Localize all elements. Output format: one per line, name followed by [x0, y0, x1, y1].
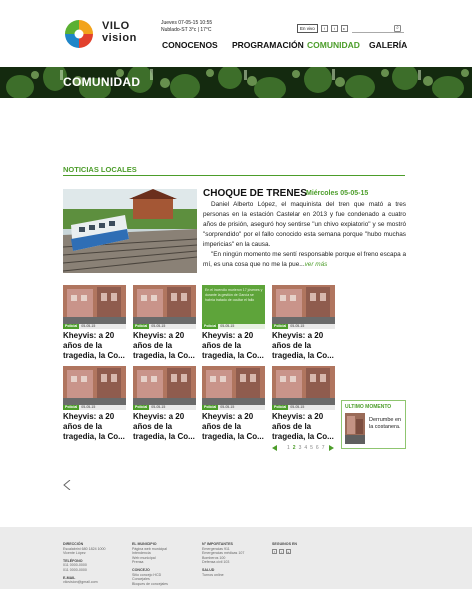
news-card-date: 05-05-15 — [290, 324, 305, 328]
news-card-image[interactable] — [202, 285, 265, 329]
page-3[interactable]: 3 — [298, 445, 302, 451]
ultimo-momento-text[interactable]: Derrumbe en la costanera. — [369, 417, 402, 430]
banner-title: COMUNIDAD — [63, 75, 141, 89]
logo-line-1: VILO — [102, 20, 130, 32]
footer-heading: N° IMPORTANTES — [202, 542, 233, 546]
top-tools — [297, 24, 348, 33]
news-card-tag — [133, 324, 196, 329]
footer-text: Bomberos 100 — [202, 555, 226, 560]
footer-text: Defensa civil 103 — [202, 560, 230, 565]
back-arrow-icon[interactable] — [63, 480, 71, 490]
featured-body — [203, 200, 406, 270]
footer-social — [272, 542, 297, 554]
category-badge: Policial — [135, 324, 148, 328]
footer-text: Emergencias médicas 107 — [202, 551, 245, 556]
ultimo-momento-title: ULTIMO MOMENTO — [345, 404, 392, 410]
main-nav — [0, 40, 472, 52]
youtube-icon[interactable]: ▸ — [287, 549, 290, 554]
page-7[interactable]: 7 — [321, 445, 325, 451]
nav-galeria[interactable]: GALERÍA — [369, 40, 408, 50]
nav-conocenos[interactable]: CONOCENOS — [162, 40, 218, 50]
nav-programacion[interactable]: PROGRAMACIÓN — [232, 40, 304, 50]
search-icon[interactable]: ⌕ — [394, 25, 401, 32]
youtube-icon[interactable]: ▸ — [341, 25, 348, 32]
section-title: NOTICIAS LOCALES — [63, 165, 137, 174]
category-badge: Policial — [135, 405, 148, 409]
category-badge: Policial — [274, 405, 287, 409]
footer-numbers — [202, 542, 244, 577]
news-card[interactable] — [63, 366, 126, 442]
news-card-date: 05-05-15 — [151, 405, 166, 409]
news-card-date: 05-05-15 — [81, 405, 96, 409]
page-2[interactable]: 2 — [292, 445, 296, 451]
news-card-date: 05-05-15 — [220, 405, 235, 409]
news-card-title[interactable]: Kheyvis: a 20 años de la tragedia, la Co... — [133, 331, 195, 360]
category-badge: Policial — [204, 405, 217, 409]
category-badge: Policial — [65, 405, 78, 409]
page-5[interactable]: 5 — [310, 445, 313, 451]
ultimo-momento-box[interactable] — [341, 400, 406, 449]
featured-paragraph-2-text: "En ningún momento me sentí responsable porque el freno escapa a mí, es una cosa que no me la pue... — [203, 251, 406, 268]
news-card-title[interactable]: Kheyvis: a 20 años de la tragedia, la Co... — [202, 412, 264, 441]
news-card-tag — [202, 324, 265, 329]
news-card-tag — [272, 405, 335, 410]
featured-title[interactable]: CHOQUE DE TRENES — [203, 188, 307, 199]
footer-link[interactable]: Página web municipal — [132, 546, 167, 551]
news-card[interactable] — [202, 285, 265, 361]
footer-heading: CONCEJO — [132, 567, 150, 572]
footer-heading: E-MAIL — [63, 575, 76, 580]
weather-widget — [161, 20, 212, 34]
news-card-image[interactable] — [63, 285, 126, 329]
news-card-tag — [63, 324, 126, 329]
news-card-tag — [63, 405, 126, 410]
footer-link[interactable]: Concejales — [132, 577, 150, 582]
news-card-image[interactable] — [133, 285, 196, 329]
news-card-image[interactable] — [272, 366, 335, 410]
news-card-title[interactable]: Kheyvis: a 20 años de la tragedia, la Co... — [63, 331, 125, 360]
footer-email-link[interactable]: vilovision@gmail.com — [63, 580, 98, 585]
footer-link[interactable]: Intendencia — [132, 551, 151, 556]
weather-condition: Nublado-ST 3°c | 17°C — [161, 27, 212, 33]
news-card[interactable] — [133, 285, 196, 361]
featured-image[interactable] — [63, 189, 197, 273]
news-card-overlay-text: En el incendio murieron 17 jóvenes y durante la gestión de García se habría tratado de ocultar el fallo — [205, 288, 263, 302]
footer-link[interactable]: Sitio concejo HCD — [132, 572, 162, 577]
footer-heading: DIRECCIÓN — [63, 542, 84, 546]
featured-paragraph-2 — [203, 250, 406, 270]
news-card[interactable] — [272, 366, 335, 442]
footer-heading: TELÉFONO — [63, 558, 83, 563]
twitter-icon[interactable]: t — [279, 549, 284, 554]
news-card-title[interactable]: Kheyvis: a 20 años de la tragedia, la Co... — [63, 412, 125, 441]
weather-date: Jueves 07-05-15 10:55 — [161, 20, 213, 26]
footer-heading: SALUD — [202, 567, 215, 572]
footer-heading: SEGUINOS EN — [272, 542, 297, 546]
category-badge: Policial — [65, 324, 78, 328]
news-card[interactable] — [272, 285, 335, 361]
pagination — [272, 444, 324, 452]
category-badge: Policial — [274, 324, 287, 328]
news-card-date: 05-05-15 — [290, 405, 305, 409]
nav-comunidad[interactable]: COMUNIDAD — [307, 40, 360, 50]
news-card-title[interactable]: Kheyvis: a 20 años de la tragedia, la Co... — [272, 412, 334, 441]
footer-text: Vicente López — [63, 551, 86, 556]
footer-text: 011 0000-0000 — [63, 563, 87, 568]
twitter-icon[interactable]: t — [331, 25, 338, 32]
ver-mas-link[interactable]: ver más — [304, 261, 328, 268]
site-header — [0, 0, 472, 66]
facebook-icon[interactable]: f — [321, 25, 328, 32]
footer-social-icons — [272, 549, 297, 554]
news-card-date: 05-05-15 — [81, 324, 96, 328]
prev-page-icon[interactable] — [272, 445, 277, 451]
page-4[interactable]: 4 — [304, 445, 308, 451]
news-card-image[interactable] — [272, 285, 335, 329]
footer-municipio — [132, 542, 168, 586]
news-card-tag — [272, 324, 335, 329]
news-card-title[interactable]: Kheyvis: a 20 años de la tragedia, la Co... — [272, 331, 334, 360]
footer-link[interactable]: Turnos online — [202, 572, 224, 577]
featured-paragraph-1: Daniel Alberto López, el maquinista del tren que mató a tres personas en la estación Castelar en 2013 y fue condenado a cuatro años de prisión, aseguró hoy sentirse "un chivo expiatorio" y se mostró "sorprendido" por el fallo conocido esta semana porque "hubo muchas impericias" en la causa. — [203, 201, 406, 248]
news-card[interactable] — [133, 366, 196, 442]
news-card-title[interactable]: Kheyvis: a 20 años de la tragedia, la Co... — [202, 331, 264, 360]
site-footer — [0, 527, 472, 589]
featured-date: Miércoles 05-05-15 — [306, 190, 369, 197]
news-card-image[interactable] — [63, 366, 126, 410]
news-card-tag — [133, 405, 196, 410]
footer-contact — [63, 542, 106, 585]
footer-link[interactable]: Web municipal — [132, 555, 156, 560]
news-card-date: 05-05-15 — [220, 324, 235, 328]
news-card-date: 05-05-15 — [151, 324, 166, 328]
footer-link[interactable]: Prensa — [132, 560, 144, 565]
footer-text: Escalabrini 680 1824 1000 — [63, 546, 106, 551]
news-card[interactable] — [63, 285, 126, 361]
footer-heading: EL MUNICIPIO — [132, 542, 157, 546]
footer-text: 011 0000-0000 — [63, 567, 87, 572]
news-card-tag — [202, 405, 265, 410]
logo-line-2: vision — [102, 32, 137, 44]
news-card-image[interactable] — [202, 366, 265, 410]
footer-text: Emergencias 911 — [202, 546, 230, 551]
news-card[interactable] — [202, 366, 265, 442]
page-6[interactable]: 6 — [315, 445, 319, 451]
facebook-icon[interactable]: f — [272, 549, 277, 554]
news-card-title[interactable]: Kheyvis: a 20 años de la tragedia, la Co... — [133, 412, 195, 441]
footer-link[interactable]: Bloques de concejales — [132, 581, 168, 586]
live-button[interactable]: En vivo — [297, 24, 318, 33]
ultimo-momento-image[interactable] — [345, 413, 365, 444]
next-page-icon[interactable] — [329, 445, 334, 451]
category-badge: Policial — [204, 324, 217, 328]
section-divider — [63, 175, 405, 176]
page-1[interactable]: 1 — [287, 445, 290, 451]
news-card-image[interactable] — [133, 366, 196, 410]
